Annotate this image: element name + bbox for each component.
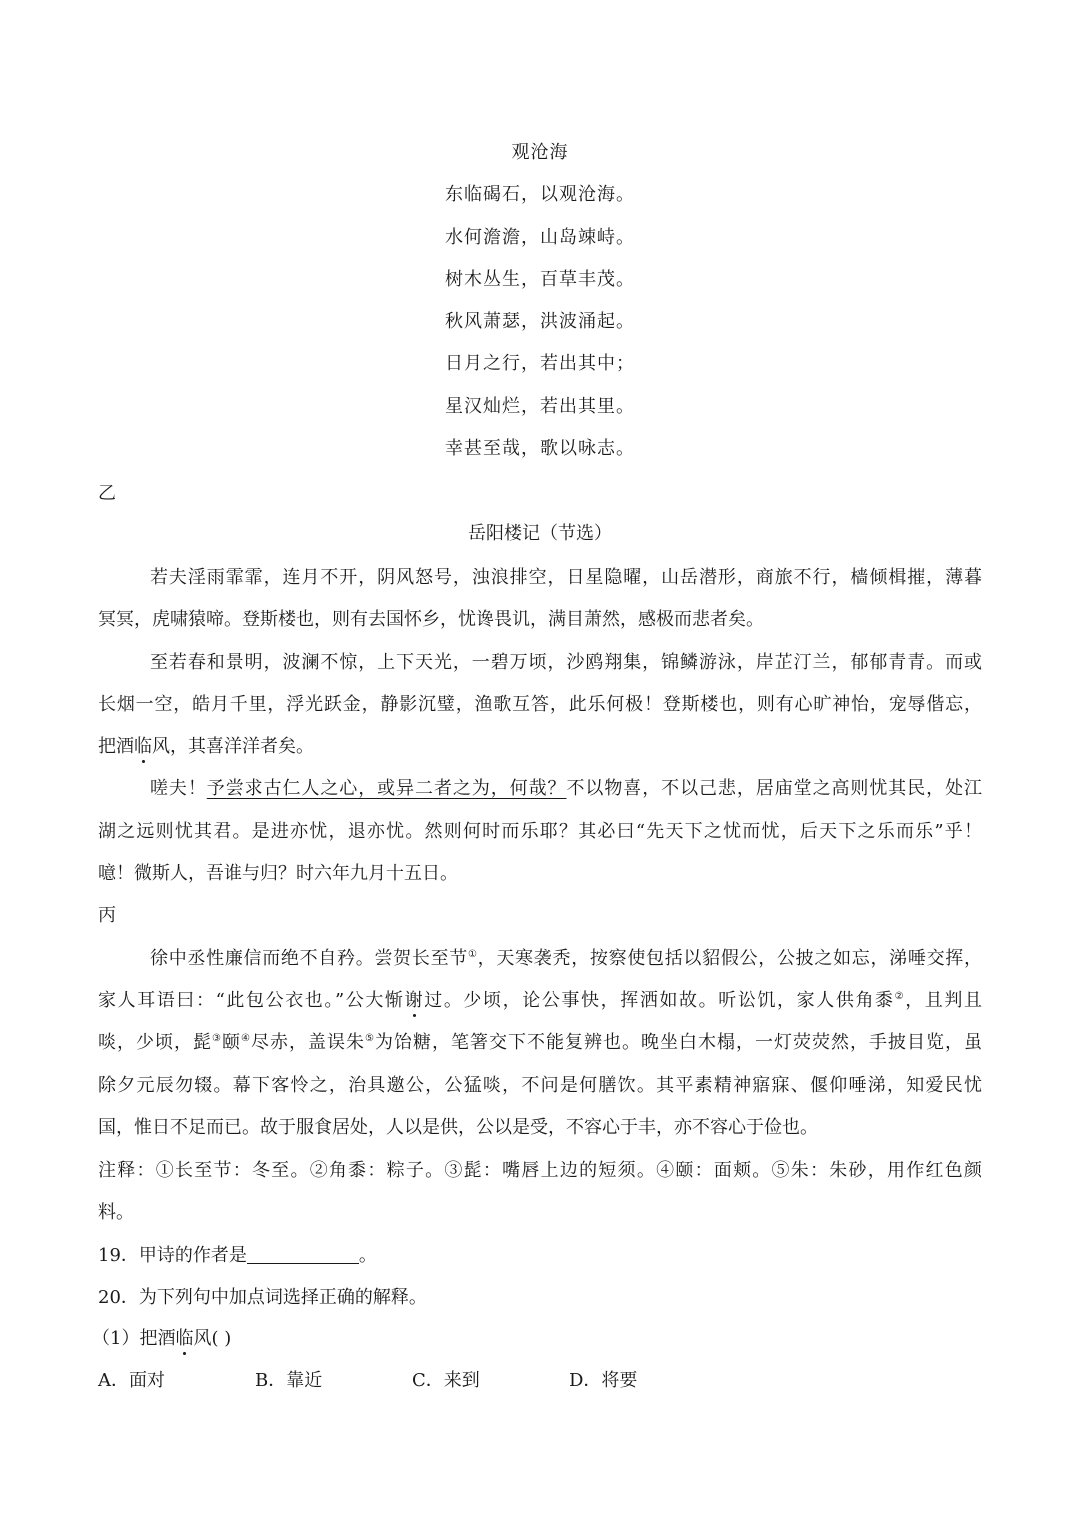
- yi-para1-line2: 冥冥，虎啸猿啼。登斯楼也，则有去国怀乡，忧谗畏讥，满目萧然，感极而悲者矣。: [98, 609, 764, 630]
- bing-line3: [98, 1031, 982, 1055]
- bing-line4: 除夕元辰勿辍。幕下客怜之，治具邀公，公猛啖，不问是何膳饮。其平素精神寤寐、偃仰唾涕，知爱民忧: [98, 1075, 982, 1096]
- option-c[interactable]: C．来到: [412, 1370, 480, 1391]
- poem-title: 观沧海: [511, 142, 569, 163]
- text-segment: 风，其喜洋洋者矣。: [152, 736, 314, 757]
- section-label-yi: 乙: [98, 483, 116, 504]
- yueyang-title: 岳阳楼记（节选）: [468, 523, 612, 544]
- text-segment: 。: [358, 1245, 377, 1266]
- text-segment: 啖，少顷，髭: [98, 1032, 213, 1053]
- bing-line5: 国，惟日不足而已。故于服食居处，人以是供，公以是受，不容心于丰，亦不容心于俭也。: [98, 1117, 818, 1138]
- poem-line-2: 水何澹澹，山岛竦峙。: [445, 227, 635, 248]
- footnote-mark: ②: [894, 991, 906, 1002]
- option-d[interactable]: D．将要: [569, 1370, 638, 1391]
- question-20-1: [92, 1327, 231, 1351]
- yi-para3-line2: 湖之远则忧其君。是进亦忧，退亦忧。然则何时而乐耶？其必曰“先天下之忧而忧，后天下之乐而乐”乎！: [98, 821, 982, 842]
- yi-para3-line1: [150, 777, 982, 801]
- text-segment: ，天寒袭秃，按察使包括以貂假公，公披之如忘，涕唾交挥，: [477, 948, 983, 969]
- yi-para1-line1: 若夫淫雨霏霏，连月不开，阴风怒号，浊浪排空，日星隐曜，山岳潜形，商旅不行，樯倾楫摧，薄暮: [150, 567, 982, 588]
- option-a[interactable]: A．面对: [98, 1370, 165, 1391]
- footnote-mark: ⑤: [364, 1033, 375, 1044]
- bing-line1: [150, 947, 982, 971]
- bing-line2: [98, 989, 982, 1013]
- notes-line2: 料。: [98, 1202, 134, 1223]
- section-label-bing: 丙: [98, 905, 116, 926]
- poem-line-7: 幸甚至哉，歌以咏志。: [445, 438, 635, 459]
- poem-line-6: 星汉灿烂，若出其里。: [445, 396, 635, 417]
- yi-para2-line2: 长烟一空，皓月千里，浮光跃金，静影沉璧，渔歌互答，此乐何极！登斯楼也，则有心旷神怡，宠辱偕忘，: [98, 694, 982, 715]
- yi-para2-line1: 至若春和景明，波澜不惊，上下天光，一碧万顷，沙鸥翔集，锦鳞游泳，岸芷汀兰，郁郁青青。而或: [150, 652, 982, 673]
- text-segment: 过。少顷，论公事快，挥洒如故。听讼饥，家人供角黍: [424, 990, 895, 1011]
- yi-para3-line3: 噫！微斯人，吾谁与归？时六年九月十五日。: [98, 863, 458, 884]
- footnote-mark: ③: [212, 1033, 222, 1044]
- text-segment: 把酒: [98, 736, 134, 757]
- text-segment: ，且判且: [905, 990, 983, 1011]
- question-text: 19．甲诗的作者是: [98, 1245, 247, 1266]
- text-segment: 尽赤，盖误朱: [250, 1032, 365, 1053]
- text-segment: 嗟夫！: [150, 778, 207, 799]
- question-20: 20．为下列句中加点词选择正确的解释。: [98, 1287, 427, 1308]
- poem-line-3: 树木丛生，百草丰茂。: [445, 269, 635, 290]
- poem-line-5: 日月之行，若出其中；: [445, 353, 635, 374]
- answer-parentheses[interactable]: 风( ): [193, 1328, 232, 1349]
- answer-blank[interactable]: [247, 1245, 359, 1264]
- text-segment: 徐中丞性廉信而绝不自矜。尝贺长至节: [150, 948, 468, 969]
- underlined-sentence: 予尝求古仁人之心，或异二者之为，何哉？: [206, 778, 567, 799]
- yi-para2-line3: [98, 735, 314, 759]
- question-text: （1）把酒: [92, 1328, 176, 1349]
- dotted-word-lin: 临: [134, 736, 152, 757]
- question-19: [98, 1244, 377, 1268]
- footnote-mark: ①: [468, 949, 478, 960]
- notes-line1: 注释：①长至节：冬至。②角黍：粽子。③髭：嘴唇上边的短须。④颐：面颊。⑤朱：朱砂，用作红色颜: [98, 1160, 982, 1181]
- text-segment: 颐: [221, 1032, 241, 1053]
- text-segment: 家人耳语曰：“此包公衣也。”公大惭: [98, 990, 405, 1011]
- dotted-word-xie: 谢: [404, 990, 425, 1011]
- text-segment: 不以物喜，不以己悲，居庙堂之高则忧其民，处江: [566, 778, 983, 799]
- dotted-word-lin: 临: [175, 1328, 194, 1349]
- footnote-mark: ④: [241, 1033, 251, 1044]
- option-b[interactable]: B．靠近: [255, 1370, 323, 1391]
- poem-line-4: 秋风萧瑟，洪波涌起。: [445, 311, 635, 332]
- text-segment: 为饴糖，笔箸交下不能复辨也。晚坐白木榻，一灯荧荧然，手披目览，虽: [374, 1032, 983, 1053]
- poem-line-1: 东临碣石，以观沧海。: [445, 184, 635, 205]
